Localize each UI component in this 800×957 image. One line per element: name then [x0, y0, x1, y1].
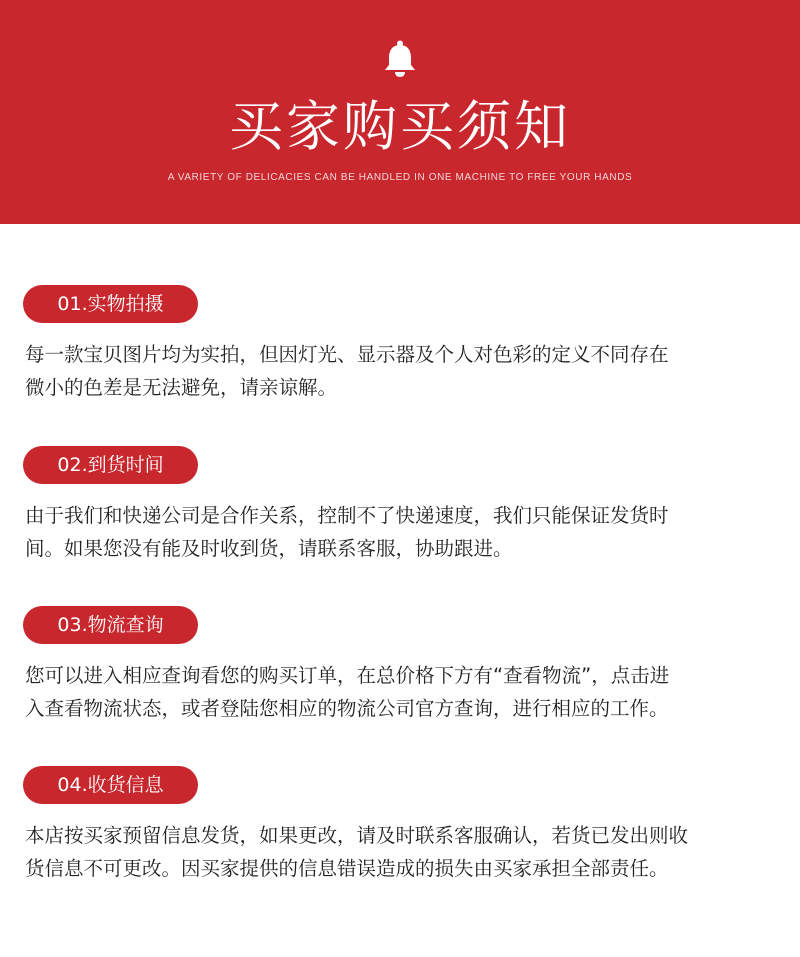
page-subtitle: A VARIETY OF DELICACIES CAN BE HANDLED IN ONE MACHINE TO FREE YOUR HANDS — [167, 172, 633, 183]
section-body — [25, 819, 780, 885]
bell-icon — [383, 40, 417, 78]
section-label: 01.实物拍摄 — [23, 285, 198, 323]
header-banner — [0, 0, 800, 224]
section-body-line: 微小的色差是无法避免，请亲谅解。 — [25, 376, 338, 399]
section-label: 02.到货时间 — [23, 446, 198, 484]
section-body — [25, 499, 780, 565]
section-body-line: 由于我们和快递公司是合作关系，控制不了快递速度，我们只能保证发货时 — [25, 504, 669, 527]
section-body-line: 间。如果您没有能及时收到货，请联系客服，协助跟进。 — [25, 537, 513, 560]
section-label: 03.物流查询 — [23, 606, 198, 644]
section-body-line: 入查看物流状态，或者登陆您相应的物流公司官方查询，进行相应的工作。 — [25, 697, 669, 720]
page-title: 买家购买须知 — [229, 95, 571, 158]
section-body-line: 每一款宝贝图片均为实拍，但因灯光、显示器及个人对色彩的定义不同存在 — [25, 343, 669, 366]
section-body-line: 您可以进入相应查询看您的购买订单，在总价格下方有“查看物流”，点击进 — [25, 664, 670, 687]
section-body-line: 货信息不可更改。因买家提供的信息错误造成的损失由买家承担全部责任。 — [25, 857, 669, 880]
section-body-line: 本店按买家预留信息发货，如果更改，请及时联系客服确认，若货已发出则收 — [25, 824, 689, 847]
section-body — [25, 338, 780, 404]
section-body — [25, 659, 780, 725]
section-label: 04.收货信息 — [23, 766, 198, 804]
